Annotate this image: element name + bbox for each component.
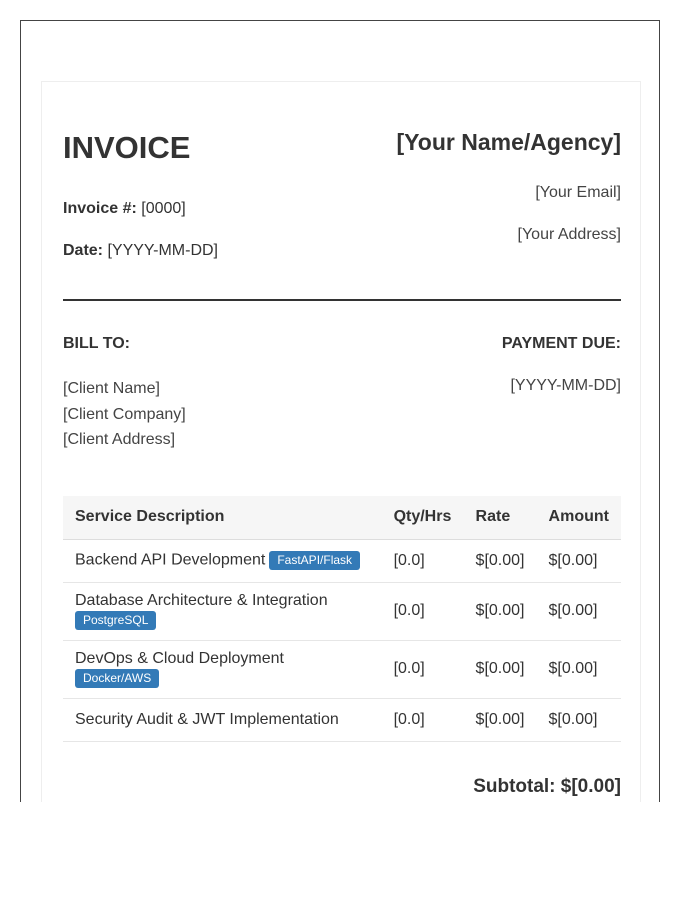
tech-badge: Docker/AWS — [75, 669, 159, 688]
invoice-number-label: Invoice #: — [63, 200, 137, 217]
invoice-number — [63, 199, 186, 219]
service-description: DevOps & Cloud Deployment — [75, 650, 284, 667]
qty-cell: [0.0] — [382, 539, 464, 582]
invoice-content — [63, 82, 621, 797]
document-page — [20, 20, 660, 802]
agency-email: [Your Email] — [535, 184, 621, 201]
service-description: Database Architecture & Integration — [75, 592, 328, 609]
rate-cell: $[0.00] — [464, 582, 537, 640]
table-row — [63, 539, 621, 582]
tech-badge: FastAPI/Flask — [269, 551, 360, 570]
subtotal: Subtotal: $[0.00] — [473, 776, 621, 797]
tech-badge: PostgreSQL — [75, 611, 156, 630]
payment-due-date: [YYYY-MM-DD] — [510, 377, 621, 394]
client-company: [Client Company] — [63, 405, 186, 423]
service-description: Backend API Development — [75, 551, 266, 569]
invoice-date-label: Date: — [63, 242, 104, 259]
column-header-amount: Amount — [537, 496, 621, 539]
client-name: [Client Name] — [63, 380, 160, 397]
rate-cell: $[0.00] — [464, 640, 537, 698]
bill-to-label: BILL TO: — [63, 335, 130, 352]
agency-name: [Your Name/Agency] — [396, 129, 621, 155]
client-details — [63, 376, 186, 453]
service-description-cell — [63, 539, 382, 582]
rate-cell: $[0.00] — [464, 698, 537, 741]
amount-cell: $[0.00] — [537, 539, 621, 582]
table-row — [63, 582, 621, 640]
amount-cell: $[0.00] — [537, 640, 621, 698]
services-table — [63, 496, 621, 742]
table-row — [63, 640, 621, 698]
payment-due-label: PAYMENT DUE: — [501, 335, 621, 352]
service-description-cell — [63, 582, 382, 640]
invoice-date — [63, 241, 218, 261]
invoice-date-value: [YYYY-MM-DD] — [107, 242, 218, 259]
client-address: [Client Address] — [63, 431, 176, 448]
rate-cell: $[0.00] — [464, 539, 537, 582]
column-header-description: Service Description — [63, 496, 382, 539]
column-header-qty: Qty/Hrs — [382, 496, 464, 539]
invoice-card — [41, 81, 641, 802]
agency-address: [Your Address] — [517, 226, 621, 243]
service-description-cell — [63, 698, 382, 741]
qty-cell: [0.0] — [382, 640, 464, 698]
column-header-rate: Rate — [464, 496, 537, 539]
qty-cell: [0.0] — [382, 582, 464, 640]
amount-cell: $[0.00] — [537, 698, 621, 741]
invoice-number-value: [0000] — [141, 200, 186, 217]
service-description: Security Audit & JWT Implementation — [75, 710, 339, 728]
amount-cell: $[0.00] — [537, 582, 621, 640]
table-row — [63, 698, 621, 741]
header-divider — [63, 299, 621, 301]
invoice-header — [63, 82, 621, 297]
service-description-cell — [63, 640, 382, 698]
qty-cell: [0.0] — [382, 698, 464, 741]
invoice-title: INVOICE — [63, 130, 191, 165]
table-header-row — [63, 496, 621, 539]
